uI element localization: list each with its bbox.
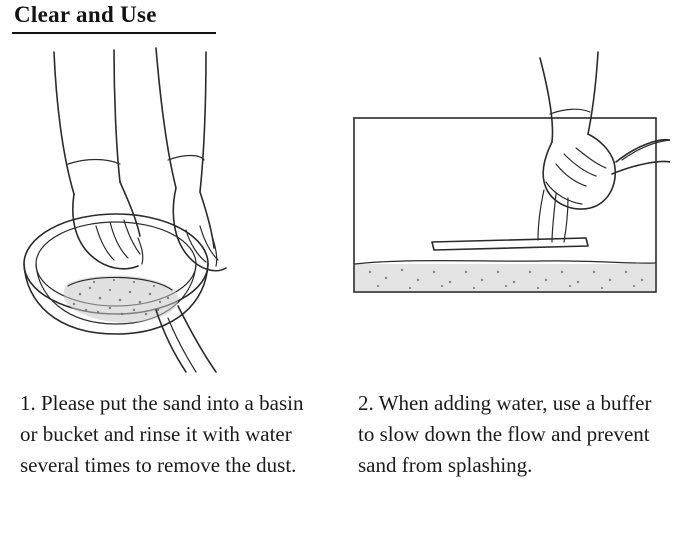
page-title: Clear and Use	[14, 2, 157, 27]
step-2-caption: 2. When adding water, use a buffer to slow down the flow and prevent sand from splashing.	[358, 391, 652, 477]
title-underline	[12, 32, 216, 34]
step-1-caption: 1. Please put the sand into a basin or bucket and rinse it with water several times to remove the dust.	[20, 391, 304, 477]
illustration-step-1	[10, 42, 330, 382]
illustration-step-2	[340, 42, 670, 382]
